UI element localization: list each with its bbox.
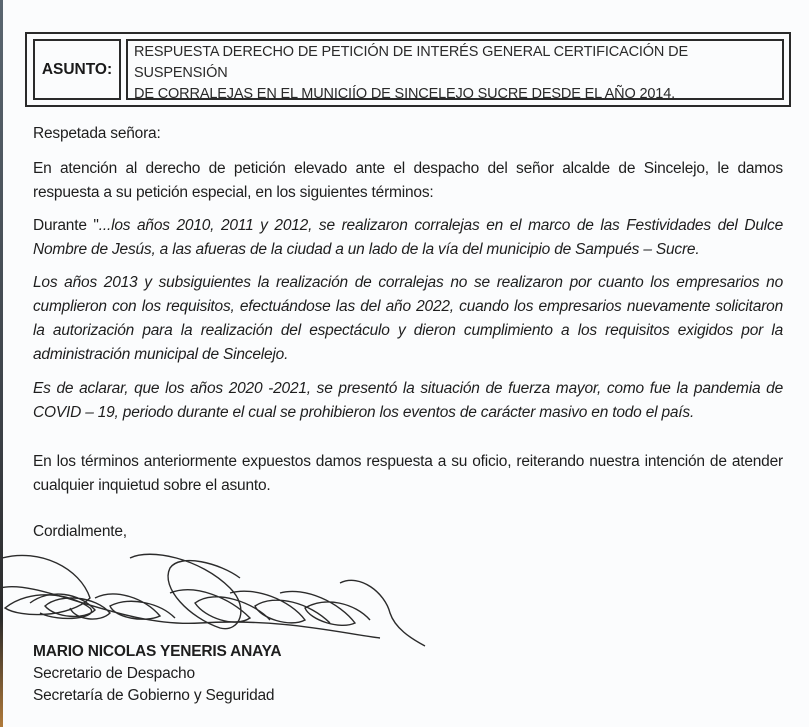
subject-label-box — [33, 39, 121, 100]
quote-text: ...los años 2010, 2011 y 2012, se realizaron corralejas en el marco de las Festividades del Dulce Nombre de Jesús, a las afueras de la ciudad a un lado de la vía del municipio de Sampués – Sucre. — [33, 217, 783, 258]
signer-office: Secretaría de Gobierno y Seguridad — [33, 687, 275, 704]
signature-scribble — [0, 548, 440, 648]
paragraph-covid: Es de aclarar, que los años 2020 -2021, se presentó la situación de fuerza mayor, como fue la pandemia de COVID – 19, periodo durante el cual se prohibieron los eventos de carácter masivo en todo el país. — [33, 380, 783, 421]
subject-text-box — [126, 39, 784, 100]
signer-name: MARIO NICOLAS YENERIS ANAYA — [33, 643, 282, 660]
paragraph-2013: Los años 2013 y subsiguientes la realización de corralejas no se realizaron por cuanto los empresarios no cumplieron con los requisitos, efectuándose las del año 2022, cuando los empresarios nuevamente solicitaron la autorización para la realización del espectáculo y dieron cumplimiento a los requisitos exigidos por la administración municipal de Sincelejo. — [33, 274, 783, 363]
paragraph-intro: En atención al derecho de petición elevado ante el despacho del señor alcalde de Sincelejo, le damos respuesta a su petición especial, en los siguientes términos: — [33, 160, 783, 201]
subject-line-1: RESPUESTA DERECHO DE PETICIÓN DE INTERÉS GENERAL CERTIFICACIÓN DE SUSPENSIÓN — [134, 44, 688, 81]
subject-line-2: DE CORRALEJAS EN EL MUNICIÍO DE SINCELEJO SUCRE DESDE EL AÑO 2014. — [134, 86, 675, 102]
signer-title: Secretario de Despacho — [33, 665, 195, 682]
paragraph-quote — [33, 214, 783, 262]
quote-prefix: Durante " — [33, 217, 99, 234]
subject-label: ASUNTO: — [41, 60, 113, 78]
farewell: Cordialmente, — [33, 523, 127, 540]
paragraph-closing: En los términos anteriormente expuestos damos respuesta a su oficio, reiterando nuestra intención de atender cualquier inquietud sobre el asunto. — [33, 453, 783, 494]
salutation: Respetada señora: — [33, 125, 161, 142]
